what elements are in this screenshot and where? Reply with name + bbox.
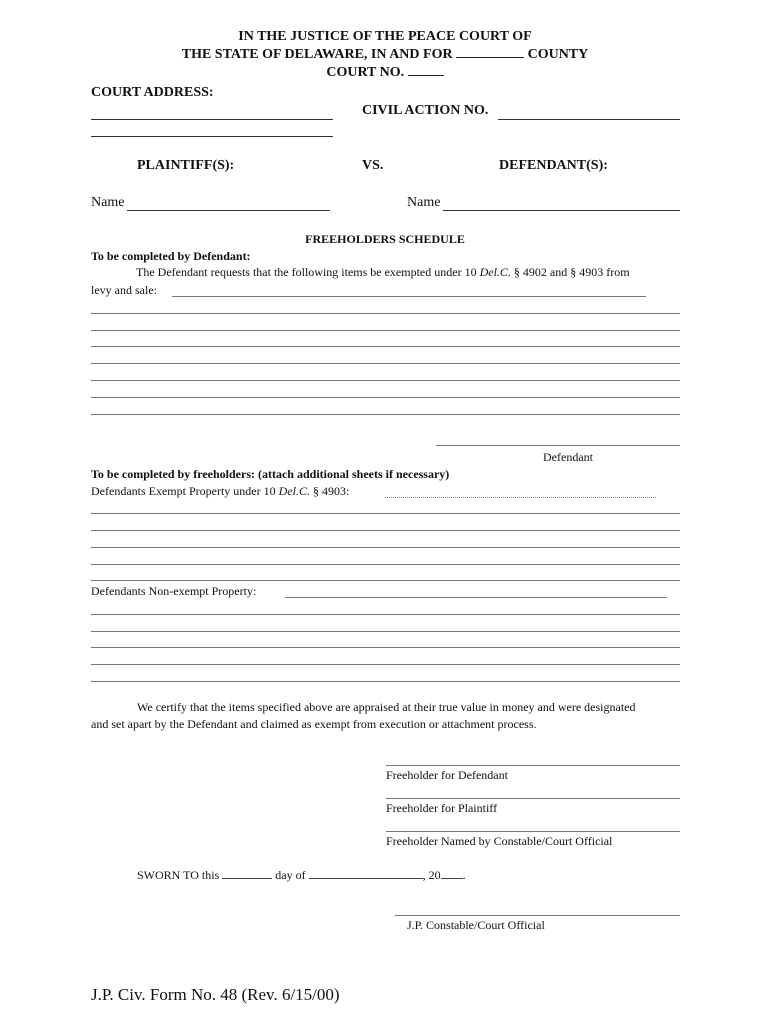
court-address-line-1[interactable] [91, 119, 333, 120]
sworn-year-field[interactable] [441, 878, 463, 879]
plaintiff-freeholder-signature-line[interactable] [386, 798, 680, 799]
court-address-label: COURT ADDRESS: [91, 85, 214, 100]
nonexempt-property-line-3[interactable] [91, 647, 680, 648]
sworn-part1: SWORN TO this [137, 868, 220, 882]
exempt-property-line-1[interactable] [91, 513, 680, 514]
exempt-property-line-5[interactable] [91, 580, 680, 581]
defendant-label: DEFENDANT(S): [499, 158, 608, 173]
court-address-line-2[interactable] [91, 136, 333, 137]
exempt-request-line-2[interactable] [91, 330, 680, 331]
constable-label: J.P. Constable/Court Official [407, 918, 545, 932]
form-footer: J.P. Civ. Form No. 48 (Rev. 6/15/00) [91, 985, 340, 1004]
exempt-property-field[interactable] [385, 497, 656, 498]
sworn-line [137, 868, 466, 883]
nonexempt-property-field[interactable] [285, 597, 667, 598]
court-number-line [0, 65, 770, 81]
constable-signature-line[interactable] [395, 915, 680, 916]
sworn-part3: , 20 [422, 868, 441, 882]
plaintiff-freeholder-label: Freeholder for Plaintiff [386, 801, 498, 815]
certify-line-1: We certify that the items specified above are appraised at their true value in money and were designated [137, 700, 636, 714]
defendant-name-field[interactable] [443, 210, 680, 211]
sworn-part4: . [462, 868, 466, 882]
defendant-request-text [136, 265, 630, 280]
defendant-signature-line[interactable] [436, 445, 680, 446]
nonexempt-property-label: Defendants Non-exempt Property: [91, 584, 257, 598]
levy-and-sale-field[interactable] [172, 296, 646, 297]
levy-and-sale-label: levy and sale: [91, 283, 157, 297]
court-title-line2-suffix: COUNTY [527, 47, 589, 62]
nonexempt-property-line-1[interactable] [91, 614, 680, 615]
named-freeholder-label: Freeholder Named by Constable/Court Official [386, 834, 613, 848]
exempt-property-line-4[interactable] [91, 564, 680, 565]
defendant-section-heading: To be completed by Defendant: [91, 249, 251, 263]
sworn-month-field[interactable] [309, 878, 423, 879]
court-title-line2 [0, 47, 770, 63]
exempt-request-line-1[interactable] [91, 313, 680, 314]
nonexempt-property-line-4[interactable] [91, 664, 680, 665]
named-freeholder-signature-line[interactable] [386, 831, 680, 832]
delc-citation: Del.C. [479, 265, 511, 279]
defendant-signature-label: Defendant [543, 450, 593, 464]
court-number-label: COURT NO. [326, 65, 405, 80]
exempt-request-line-4[interactable] [91, 363, 680, 364]
nonexempt-property-line-2[interactable] [91, 631, 680, 632]
vs-label: VS. [362, 158, 384, 173]
court-title-line2-prefix: THE STATE OF DELAWARE, IN AND FOR [181, 47, 453, 62]
exempt-delc-citation: Del.C. [278, 484, 310, 498]
civil-action-label: CIVIL ACTION NO. [362, 103, 489, 118]
sworn-day-field[interactable] [222, 878, 272, 879]
court-title-line1: IN THE JUSTICE OF THE PEACE COURT OF [238, 29, 532, 44]
plaintiff-label: PLAINTIFF(S): [137, 158, 235, 173]
civil-action-field[interactable] [498, 119, 680, 120]
exempt-request-line-6[interactable] [91, 397, 680, 398]
plaintiff-name-field[interactable] [127, 210, 330, 211]
plaintiff-name-label: Name [91, 195, 125, 210]
request-part2: § 4902 and § 4903 from [513, 265, 630, 279]
exempt-property-line-3[interactable] [91, 547, 680, 548]
county-field[interactable] [456, 57, 524, 58]
exempt-part2: § 4903: [312, 484, 350, 498]
exempt-request-line-3[interactable] [91, 346, 680, 347]
defendant-name-label: Name [407, 195, 441, 210]
request-part1: The Defendant requests that the following items be exempted under 10 [136, 265, 477, 279]
exempt-request-line-5[interactable] [91, 380, 680, 381]
nonexempt-property-line-5[interactable] [91, 681, 680, 682]
exempt-part1: Defendants Exempt Property under 10 [91, 484, 276, 498]
sworn-part2: day of [275, 868, 306, 882]
defendant-freeholder-label: Freeholder for Defendant [386, 768, 508, 782]
exempt-property-line-2[interactable] [91, 530, 680, 531]
court-number-field[interactable] [408, 75, 444, 76]
exempt-request-line-7[interactable] [91, 414, 680, 415]
certify-line-2: and set apart by the Defendant and claimed as exempt from execution or attachment process. [91, 717, 537, 731]
exempt-property-label [91, 484, 349, 499]
freeholders-section-heading: To be completed by freeholders: (attach additional sheets if necessary) [91, 467, 450, 481]
defendant-freeholder-signature-line[interactable] [386, 765, 680, 766]
schedule-title: FREEHOLDERS SCHEDULE [305, 232, 465, 246]
